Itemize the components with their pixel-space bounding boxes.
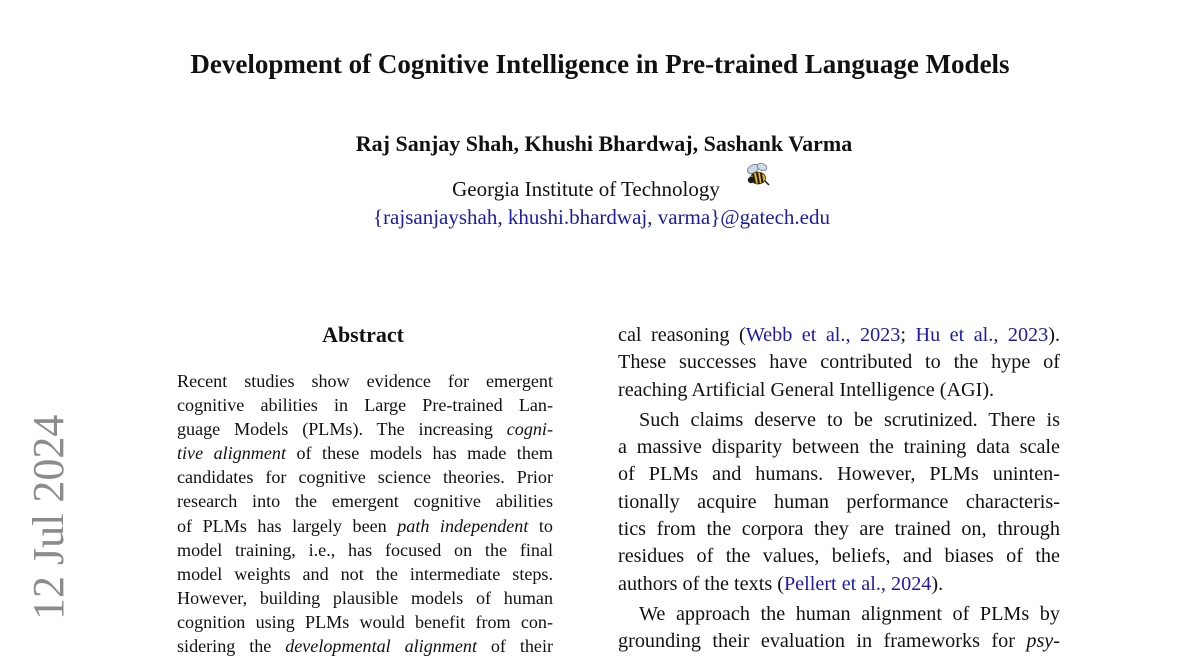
body-line: Such claims deserve to be scrutinized. There is <box>639 408 1060 431</box>
abstract-text <box>177 369 553 658</box>
citation-link[interactable]: Pellert et al., 2024 <box>783 572 932 595</box>
abstract-line: cognition using PLMs would benefit from con- <box>177 611 553 632</box>
intro-text <box>618 322 1060 656</box>
abstract-heading: Abstract <box>322 322 404 347</box>
abstract-line: model weights and not the intermediate steps. <box>177 563 553 584</box>
author-list: Raj Sanjay Shah, Khushi Bhardwaj, Sashank Varma <box>355 131 853 156</box>
arxiv-date-stamp: 12 Jul 2024 <box>24 414 73 620</box>
citation-link[interactable]: Hu et al., 2023 <box>915 324 1049 346</box>
body-line: We approach the human alignment of PLMs by <box>639 602 1060 625</box>
bee-icon <box>745 161 771 189</box>
affiliation: Georgia Institute of Technology <box>452 177 720 201</box>
body-line: reaching Artificial General Intelligence (AGI). <box>618 378 995 401</box>
body-line: of PLMs and humans. However, PLMs uninten- <box>618 463 1060 486</box>
abstract-line: model training, i.e., has focused on the final <box>177 539 553 560</box>
body-line: These successes have contributed to the hype of <box>618 351 1060 374</box>
abstract-line: cognitive abilities in Large Pre-trained Lan- <box>177 395 553 416</box>
abstract-line: Recent studies show evidence for emergent <box>177 371 553 391</box>
body-line: residues of the values, beliefs, and biases of the <box>618 545 1060 568</box>
body-line: authors of the texts (Pellert et al., 2024). <box>618 572 944 595</box>
abstract-line: guage Models (PLMs). The increasing cogni- <box>177 419 553 440</box>
body-line: tics from the corpora they are trained on, through <box>618 518 1060 541</box>
citation-link[interactable]: Webb et al., 2023 <box>745 324 901 346</box>
abstract-line: candidates for cognitive science theories. Prior <box>177 467 553 488</box>
abstract-line: research into the emergent cognitive abilities <box>177 491 553 512</box>
body-line: a massive disparity between the training data scale <box>618 436 1060 459</box>
author-emails[interactable]: {rajsanjayshah, khushi.bhardwaj, varma}@gatech.edu <box>372 205 831 229</box>
body-line: tionally acquire human performance characteris- <box>618 490 1060 513</box>
abstract-line: tive alignment of these models has made them <box>177 443 553 464</box>
abstract-line: of PLMs has largely been path independent to <box>177 515 553 536</box>
body-line: grounding their evaluation in frameworks for psy- <box>618 630 1060 653</box>
abstract-line: However, building plausible models of human <box>177 587 553 608</box>
paper-title: Development of Cognitive Intelligence in Pre-trained Language Models <box>190 49 1010 79</box>
body-line: cal reasoning (Webb et al., 2023; Hu et al., 2023). <box>618 324 1061 346</box>
abstract-line: sidering the developmental alignment of their <box>177 636 554 657</box>
